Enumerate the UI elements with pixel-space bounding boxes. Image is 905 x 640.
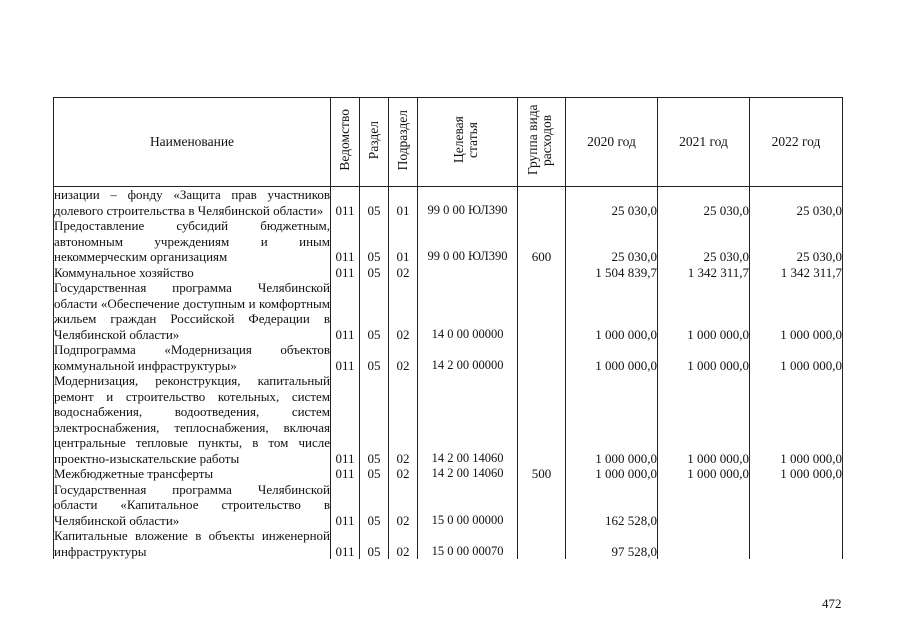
cell-name: Государственная программа Челябинской области «Капитальное строительство в Челябинской области» [54, 481, 330, 528]
cell-razdel: 05 [360, 466, 389, 482]
cell-podrazdel: 01 [389, 218, 418, 265]
cell-gruppa [518, 342, 566, 373]
cell-2021: 1 000 000,0 [658, 373, 750, 466]
cell-vedomstvo: 011 [331, 265, 360, 281]
header-2020-label: 2020 год [587, 134, 636, 150]
table-row [54, 528, 843, 559]
cell-2020: 97 528,0 [566, 528, 658, 559]
cell-vedomstvo: 011 [331, 218, 360, 265]
cell-2020: 1 000 000,0 [566, 466, 658, 482]
cell-statya: 14 2 00 14060 [418, 466, 518, 482]
cell-gruppa [518, 280, 566, 342]
cell-gruppa: 600 [518, 218, 566, 265]
cell-2021: 1 342 311,7 [658, 265, 750, 281]
cell-name: Предоставление субсидий бюджетным, автономным учреждениям и иным некоммерческим организациям [54, 218, 330, 264]
cell-gruppa [518, 187, 566, 219]
cell-2020: 1 000 000,0 [566, 342, 658, 373]
header-vedomstvo-label: Ведомство [337, 109, 352, 172]
cell-2020: 25 030,0 [566, 218, 658, 265]
cell-podrazdel: 02 [389, 280, 418, 342]
header-gruppa-label: Группа вида расходов [524, 104, 554, 176]
table-row [54, 187, 843, 219]
table-row [54, 373, 843, 466]
cell-gruppa [518, 482, 566, 529]
header-2022-label: 2022 год [771, 134, 821, 150]
cell-vedomstvo: 011 [331, 187, 360, 219]
cell-gruppa [518, 373, 566, 466]
table-row [54, 482, 843, 529]
cell-podrazdel: 01 [389, 187, 418, 219]
header-2022 [750, 98, 843, 187]
header-statya-label: Целевая статья [450, 116, 480, 164]
cell-podrazdel: 02 [389, 373, 418, 466]
cell-razdel: 05 [360, 265, 389, 281]
cell-name: Государственная программа Челябинской области «Обеспечение доступным и комфортным жильем граждан Российской Федерации в Челябинской области» [54, 280, 330, 342]
cell-2020: 1 000 000,0 [566, 280, 658, 342]
cell-statya: 99 0 00 ЮЛ390 [418, 187, 518, 219]
cell-statya: 14 2 00 14060 [418, 373, 518, 466]
table-row [54, 280, 843, 342]
header-podrazdel-label: Подраздел [395, 110, 410, 171]
cell-statya: 14 2 00 00000 [418, 342, 518, 373]
cell-vedomstvo: 011 [331, 373, 360, 466]
header-podrazdel [389, 98, 418, 187]
header-name [54, 98, 331, 187]
cell-2022: 25 030,0 [750, 218, 843, 265]
cell-2022: 1 342 311,7 [750, 265, 843, 281]
budget-table-page [53, 97, 842, 559]
cell-gruppa: 500 [518, 466, 566, 482]
cell-podrazdel: 02 [389, 342, 418, 373]
header-gruppa [518, 98, 566, 187]
cell-razdel: 05 [360, 280, 389, 342]
header-statya [418, 98, 518, 187]
cell-statya [418, 265, 518, 281]
cell-podrazdel: 02 [389, 466, 418, 482]
cell-razdel: 05 [360, 482, 389, 529]
cell-2020: 162 528,0 [566, 482, 658, 529]
cell-2021: 25 030,0 [658, 218, 750, 265]
cell-vedomstvo: 011 [331, 342, 360, 373]
cell-2022: 1 000 000,0 [750, 373, 843, 466]
cell-2021 [658, 482, 750, 529]
cell-name: Межбюджетные трансферты [54, 466, 331, 482]
table-row [54, 218, 843, 265]
cell-vedomstvo: 011 [331, 528, 360, 559]
cell-2022: 25 030,0 [750, 187, 843, 219]
cell-2020: 1 504 839,7 [566, 265, 658, 281]
cell-2022 [750, 482, 843, 529]
cell-2020: 25 030,0 [566, 187, 658, 219]
cell-statya: 15 0 00 00000 [418, 482, 518, 529]
cell-vedomstvo: 011 [331, 280, 360, 342]
header-2021-label: 2021 год [679, 134, 728, 150]
cell-statya: 15 0 00 00070 [418, 528, 518, 559]
cell-2022 [750, 528, 843, 559]
header-name-label: Наименование [149, 134, 235, 150]
cell-gruppa [518, 528, 566, 559]
header-2020 [566, 98, 658, 187]
table-row [54, 466, 843, 482]
cell-name: низации – фонду «Защита прав участников долевого строительства в Челябинской области» [54, 187, 330, 218]
cell-gruppa [518, 265, 566, 281]
header-razdel [360, 98, 389, 187]
header-2021 [658, 98, 750, 187]
cell-podrazdel: 02 [389, 528, 418, 559]
cell-razdel: 05 [360, 528, 389, 559]
cell-2020: 1 000 000,0 [566, 373, 658, 466]
cell-razdel: 05 [360, 342, 389, 373]
cell-statya: 99 0 00 ЮЛ390 [418, 218, 518, 265]
cell-2022: 1 000 000,0 [750, 280, 843, 342]
table-header-row [54, 98, 843, 187]
table-row [54, 342, 843, 373]
cell-statya: 14 0 00 00000 [418, 280, 518, 342]
cell-razdel: 05 [360, 373, 389, 466]
cell-podrazdel: 02 [389, 265, 418, 281]
cell-2021 [658, 528, 750, 559]
cell-name: Коммунальное хозяйство [54, 265, 331, 281]
cell-vedomstvo: 011 [331, 482, 360, 529]
cell-2021: 25 030,0 [658, 187, 750, 219]
page-number: 472 [822, 596, 842, 611]
header-vedomstvo [331, 98, 360, 187]
cell-razdel: 05 [360, 218, 389, 265]
cell-2021: 1 000 000,0 [658, 342, 750, 373]
table-row [54, 265, 843, 281]
cell-name: Подпрограмма «Модернизация объектов коммунальной инфраструктуры» [54, 342, 330, 373]
cell-vedomstvo: 011 [331, 466, 360, 482]
budget-table [53, 97, 843, 559]
cell-2021: 1 000 000,0 [658, 280, 750, 342]
header-razdel-label: Раздел [366, 121, 381, 160]
cell-name: Капитальные вложение в объекты инженерной инфраструктуры [54, 528, 330, 559]
cell-2021: 1 000 000,0 [658, 466, 750, 482]
cell-2022: 1 000 000,0 [750, 342, 843, 373]
cell-2022: 1 000 000,0 [750, 466, 843, 482]
cell-name: Модернизация, реконструкция, капитальный ремонт и строительство котельных, систем водоснабжения, водоотведения, систем электроснабжения, теплоснабжения, включая центральные тепловые пункты, в том числе проектно-изыскательские работы [54, 373, 330, 466]
cell-razdel: 05 [360, 187, 389, 219]
cell-podrazdel: 02 [389, 482, 418, 529]
table-body [54, 187, 843, 560]
